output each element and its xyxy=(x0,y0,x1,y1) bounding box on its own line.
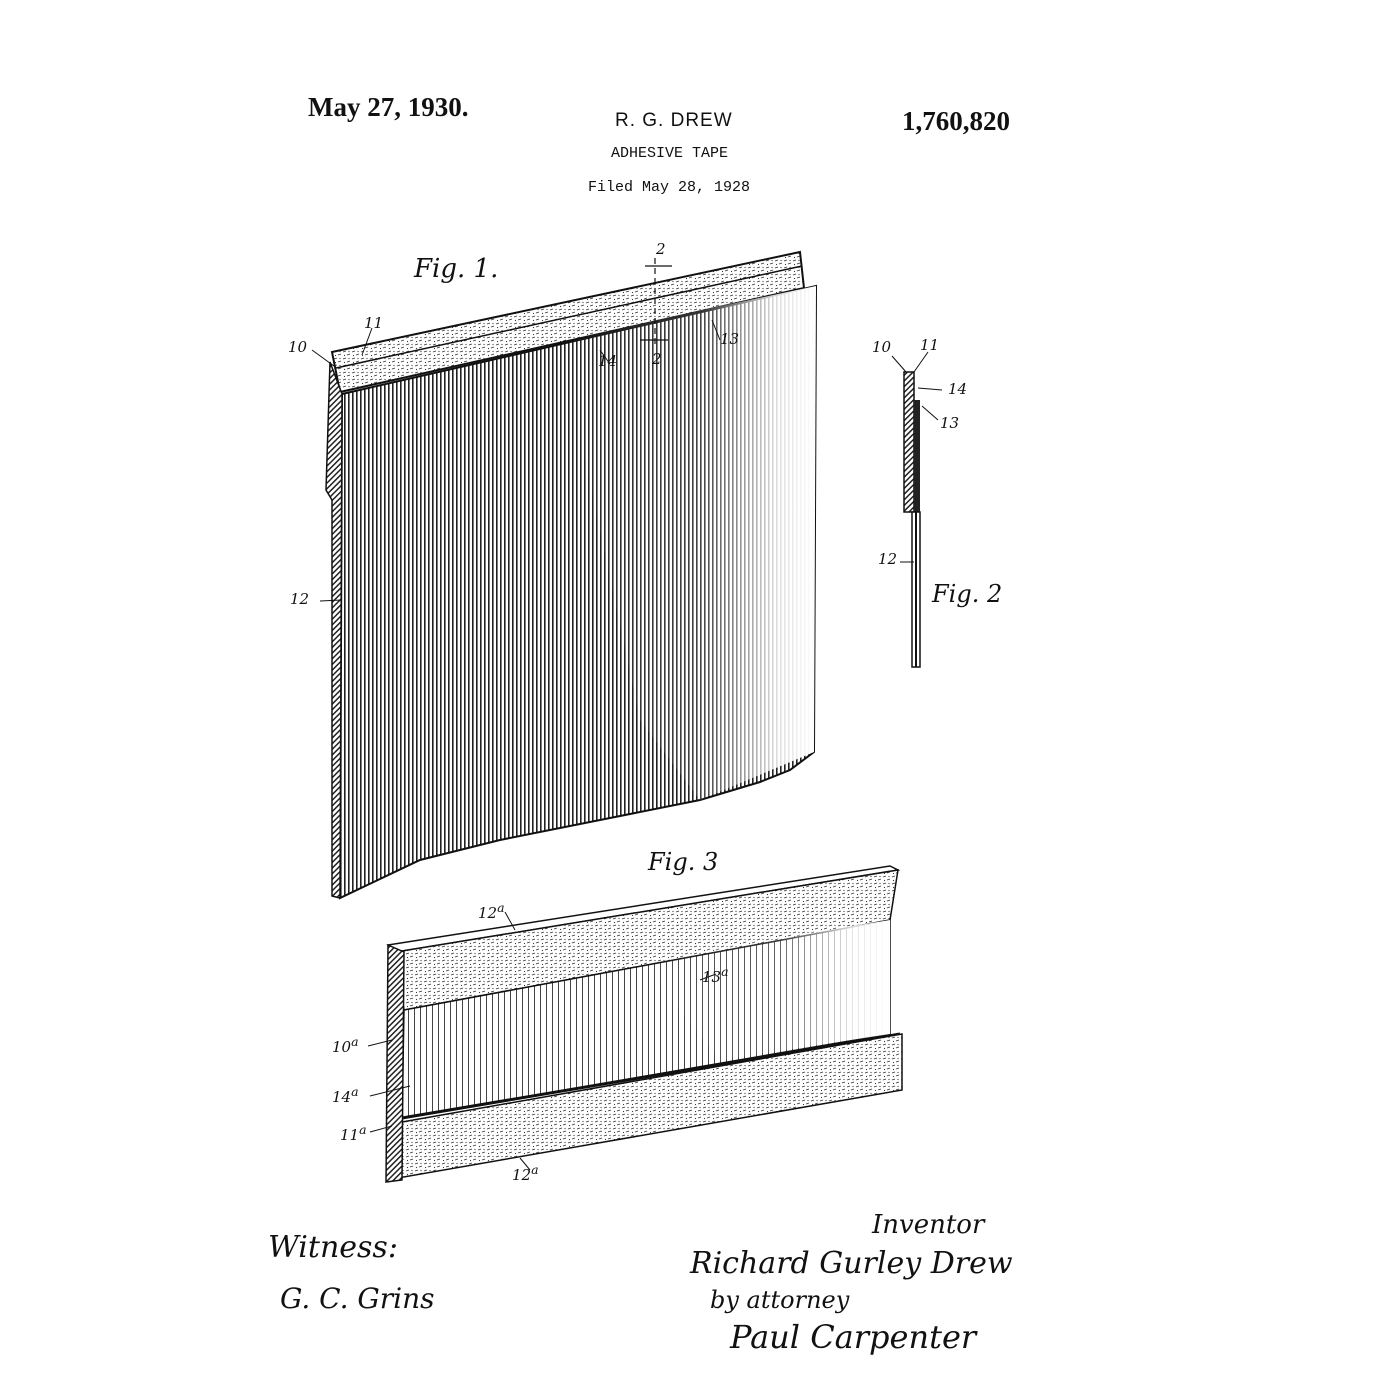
fig1-caption: Fig. 1. xyxy=(414,254,499,284)
fig1-label-10: 10 xyxy=(288,338,308,356)
fig3-label-10a: 10$^a$ xyxy=(332,1034,359,1056)
fig2-label-14: 14 xyxy=(948,380,968,398)
fig1-section-top: 2 xyxy=(656,240,666,258)
fig1-label-14: 14 xyxy=(598,352,618,370)
fig3-label-14a: 14$^a$ xyxy=(332,1084,359,1106)
patent-date: May 27, 1930. xyxy=(308,92,469,122)
patent-title: ADHESIVE TAPE xyxy=(611,145,729,162)
patent-number: 1,760,820 xyxy=(902,106,1010,136)
fig2-label-11: 11 xyxy=(920,336,940,354)
fig2-caption: Fig. 2 xyxy=(932,580,1003,608)
fig3-label-11a: 11$^a$ xyxy=(340,1122,367,1144)
by-attorney: by attorney xyxy=(710,1286,850,1314)
fig2-label-10: 10 xyxy=(872,338,892,356)
filed-date: Filed May 28, 1928 xyxy=(588,179,751,196)
witness-signature: G. C. Grins xyxy=(280,1282,435,1315)
fig3-label-13a: 13$^a$ xyxy=(702,964,729,986)
fig2-label-13: 13 xyxy=(940,414,960,432)
fig3-caption: Fig. 3 xyxy=(648,848,719,876)
inventor-signature: Richard Gurley Drew xyxy=(690,1246,1013,1281)
fig2-label-12: 12 xyxy=(878,550,898,568)
fig3-label-12a-top: 12$^a$ xyxy=(478,900,505,922)
witness-label: Witness: xyxy=(268,1230,398,1265)
fig1-label-11: 11 xyxy=(364,314,384,332)
figure-2 xyxy=(892,352,942,667)
figure-3 xyxy=(368,866,902,1182)
fig3-label-12a-bottom: 12$^a$ xyxy=(512,1162,539,1184)
fig1-label-12: 12 xyxy=(290,590,310,608)
attorney-signature: Paul Carpenter xyxy=(730,1318,977,1356)
fig1-section-bottom: 2 xyxy=(652,350,662,368)
fig1-label-13: 13 xyxy=(720,330,740,348)
inventor-label: Inventor xyxy=(872,1210,985,1240)
inventor-header: R. G. DREW xyxy=(615,110,733,131)
figure-1 xyxy=(312,252,816,898)
